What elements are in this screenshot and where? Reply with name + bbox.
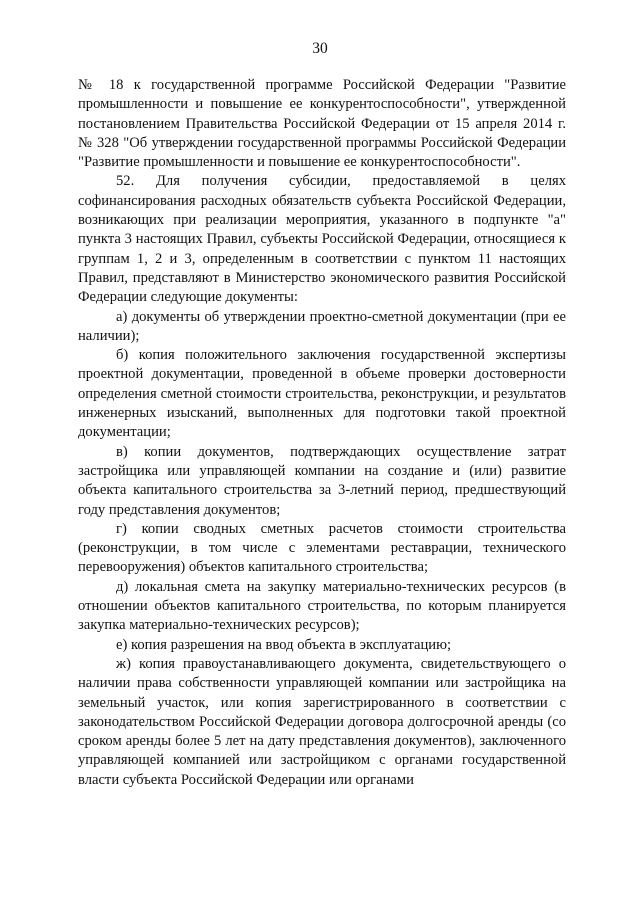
paragraph-subitem-a: а) документы об утверждении проектно-сметной документации (при ее наличии); (78, 308, 566, 344)
paragraph-continuation: № 18 к государственной программе Российской Федерации "Развитие промышленности и повышение ее конкурентоспособности", утвержденной постановлением Правительства Российской Федерации от 15 апреля 2014 г. № 328 "Об утверждении государственной программы Российской Федерации "Развитие промышленности и повышение ее конкурентоспособности". (78, 77, 566, 171)
page-number: 30 (312, 40, 328, 57)
paragraph-subitem-zh: ж) копия правоустанавливающего документа, свидетельствующего о наличии права собственности управляющей компании или застройщика на земельный участок, или копия зарегистрированного в соответствии с законодательством Российской Федерации договора долгосрочной аренды (со сроком аренды более 5 лет на дату представления документов), заключенного управляющей компанией или застройщиком с органами государственной власти субъекта Российской Федерации или органами (78, 655, 566, 788)
paragraph-subitem-b: б) копия положительного заключения государственной экспертизы проектной документации, проведенной в объеме проверки достоверности определения сметной стоимости строительства, реконструкции, и результатов инженерных изысканий, выполненных для подготовки такой проектной документации; (78, 347, 566, 441)
document-body (78, 76, 566, 790)
paragraph-subitem-v: в) копии документов, подтверждающих осуществление затрат застройщика или управляющей компании на создание и (или) развитие объекта капитального строительства за 3-летний период, предшествующий году представления документов; (78, 443, 566, 518)
paragraph-item-52: 52. Для получения субсидии, предоставляемой в целях софинансирования расходных обязательств субъекта Российской Федерации, возникающих при реализации мероприятия, указанного в подпункте "а" пункта 3 настоящих Правил, субъекты Российской Федерации, относящиеся к группам 1, 2 и 3, определенным в соответствии с пунктом 11 настоящих Правил, представляют в Министерство экономического развития Российской Федерации следующие документы: (78, 173, 566, 306)
paragraph-subitem-e: е) копия разрешения на ввод объекта в эксплуатацию; (116, 636, 452, 653)
paragraph-subitem-g: г) копии сводных сметных расчетов стоимости строительства (реконструкции, в том числе с элементами реставрации, технического перевооружения) объектов капитального строительства; (78, 520, 566, 576)
paragraph-subitem-d: д) локальная смета на закупку материально-технических ресурсов (в отношении объектов капитального строительства, по которым планируется закупка материально-технических ресурсов); (78, 578, 566, 634)
